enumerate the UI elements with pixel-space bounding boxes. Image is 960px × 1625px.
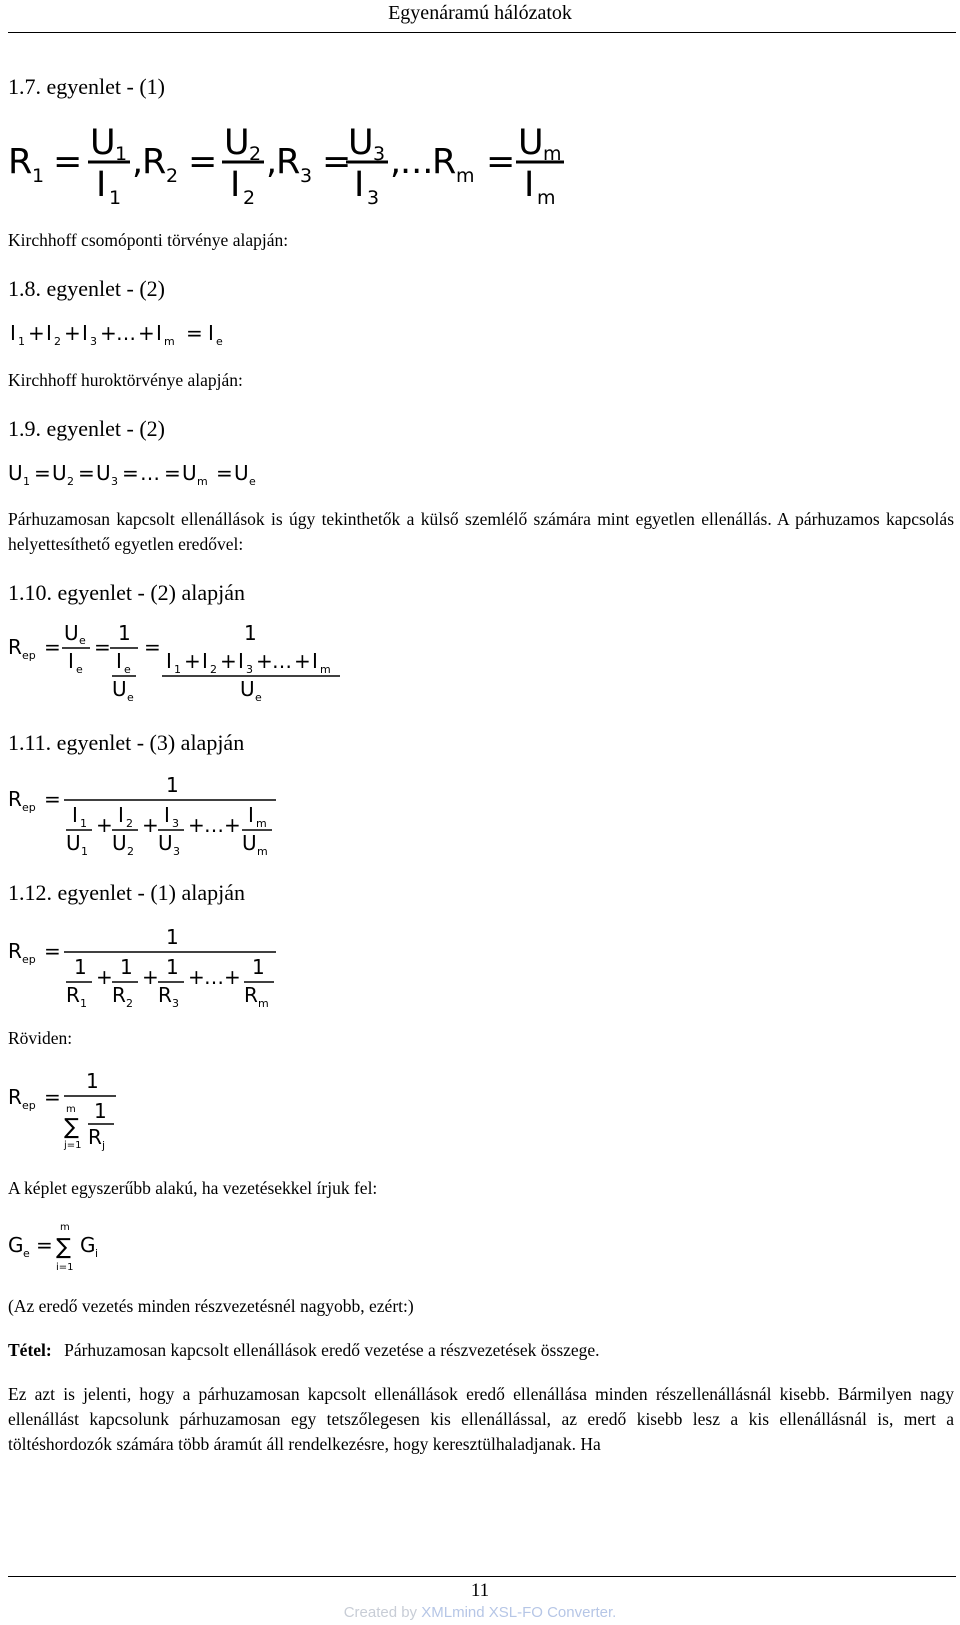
svg-text:,: , [132, 142, 144, 182]
svg-text:R: R [8, 142, 33, 182]
svg-text:R: R [66, 983, 80, 1007]
svg-text:+: + [188, 965, 205, 989]
formula-1-10 [8, 618, 358, 708]
svg-text:I: I [10, 321, 16, 345]
svg-text:…: … [204, 965, 224, 989]
svg-text:1: 1 [118, 621, 131, 645]
svg-text:U: U [64, 621, 79, 645]
svg-text:I: I [230, 165, 241, 205]
svg-text:ep: ep [22, 801, 36, 814]
svg-text:i: i [95, 1247, 99, 1260]
svg-text:ep: ep [22, 953, 36, 966]
header-rule [8, 32, 956, 33]
svg-text:1: 1 [166, 925, 179, 949]
svg-text:1: 1 [80, 997, 87, 1010]
svg-text:U: U [66, 831, 81, 855]
svg-text:1: 1 [252, 955, 265, 979]
equation-heading-1-11: 1.11. egyenlet - (3) alapján [8, 730, 245, 755]
svg-text:+: + [142, 965, 159, 989]
svg-text:e: e [79, 634, 86, 647]
svg-text:2: 2 [126, 997, 133, 1010]
svg-text:I: I [524, 165, 535, 205]
svg-text:3: 3 [173, 845, 180, 858]
svg-text:1: 1 [32, 165, 45, 187]
svg-text:U: U [52, 461, 67, 485]
formula-1-7 [8, 118, 568, 208]
svg-text:e: e [76, 663, 83, 676]
svg-text:=: = [186, 321, 203, 345]
svg-text:I: I [238, 649, 244, 673]
svg-text:R: R [158, 983, 172, 1007]
svg-text:R: R [276, 142, 301, 182]
svg-text:2: 2 [67, 475, 74, 488]
svg-text:+: + [188, 813, 205, 837]
formula-1-8 [8, 316, 238, 350]
svg-text:I: I [248, 803, 254, 827]
svg-text:m: m [257, 845, 268, 858]
svg-text:U: U [240, 677, 255, 701]
theorem [8, 1340, 600, 1361]
svg-text:3: 3 [172, 817, 179, 830]
svg-text:m: m [456, 165, 475, 187]
svg-text:=: = [36, 1233, 53, 1257]
svg-text:U: U [348, 123, 374, 163]
svg-text:=: = [188, 142, 218, 182]
svg-text:=: = [94, 635, 111, 659]
conductance-intro-text: A képlet egyszerűbb alakú, ha vezetésekkel írjuk fel: [8, 1178, 378, 1198]
svg-text:m: m [258, 997, 269, 1010]
svg-text:ep: ep [22, 1099, 36, 1112]
svg-text:1: 1 [86, 1069, 99, 1093]
svg-text:2: 2 [210, 663, 217, 676]
svg-text:+: + [224, 813, 241, 837]
svg-text:1: 1 [81, 845, 88, 858]
svg-text:I: I [164, 803, 170, 827]
svg-text:=: = [44, 939, 61, 963]
svg-text:G: G [80, 1233, 96, 1257]
svg-text:R: R [244, 983, 258, 1007]
svg-text:1: 1 [166, 773, 179, 797]
svg-text:+: + [184, 649, 201, 673]
theorem-text: Párhuzamosan kapcsolt ellenállások eredő vezetése a részvezetések összege. [64, 1340, 600, 1360]
svg-text:+: + [256, 649, 273, 673]
page-number: 11 [470, 1580, 490, 1601]
svg-text:3: 3 [111, 475, 118, 488]
svg-text:G: G [8, 1233, 24, 1257]
svg-text:=: = [44, 1085, 61, 1109]
svg-text:m: m [66, 1104, 76, 1115]
svg-text:∑: ∑ [56, 1235, 71, 1260]
svg-text:∑: ∑ [64, 1115, 79, 1140]
svg-text:m: m [164, 335, 175, 348]
footer-rule [8, 1576, 956, 1577]
svg-text:e: e [124, 663, 131, 676]
equation-heading-1-12: 1.12. egyenlet - (1) alapján [8, 880, 246, 905]
svg-text:U: U [234, 461, 249, 485]
svg-text:2: 2 [249, 143, 262, 165]
running-header: Egyenáramú hálózatok [388, 2, 572, 24]
svg-text:+: + [224, 965, 241, 989]
svg-text:2: 2 [127, 845, 134, 858]
svg-text:U: U [96, 461, 111, 485]
svg-text:1: 1 [18, 335, 25, 348]
kirchhoff-node-text: Kirchhoff csomóponti törvénye alapján: [8, 230, 289, 250]
svg-text:1: 1 [80, 817, 87, 830]
svg-text:+: + [96, 813, 113, 837]
svg-text:1: 1 [120, 955, 133, 979]
svg-text:I: I [82, 321, 88, 345]
formula-1-11 [8, 770, 288, 860]
svg-text:R: R [8, 787, 22, 811]
svg-text:e: e [127, 691, 134, 704]
svg-text:1: 1 [166, 955, 179, 979]
svg-text:I: I [116, 649, 122, 673]
svg-text:1: 1 [115, 143, 128, 165]
equation-heading-1-7: 1.7. egyenlet - (1) [8, 74, 165, 99]
svg-text:m: m [256, 817, 267, 830]
svg-text:I: I [156, 321, 162, 345]
svg-text:+: + [96, 965, 113, 989]
svg-text:=: = [486, 142, 516, 182]
svg-text:R: R [88, 1125, 102, 1149]
svg-text:m: m [197, 475, 208, 488]
svg-text:2: 2 [243, 187, 256, 209]
svg-text:…: … [272, 649, 292, 673]
svg-text:U: U [242, 831, 257, 855]
kirchhoff-loop-text: Kirchhoff huroktörvénye alapján: [8, 370, 243, 390]
svg-text:...: ... [400, 142, 434, 182]
parallel-intro-text: Párhuzamosan kapcsolt ellenállások is úgy tekinthetők a külső szemlélő számára mint egyetlen ellenállás. A párhuzamos kapcsolás helyettesíthető egyetlen eredővel: [8, 509, 954, 554]
svg-text:j=1: j=1 [64, 1140, 82, 1151]
equation-heading-1-8: 1.8. egyenlet - (2) [8, 276, 165, 301]
svg-text:I: I [68, 649, 74, 673]
svg-text:I: I [166, 649, 172, 673]
svg-text:I: I [354, 165, 365, 205]
svg-text:…: … [116, 321, 136, 345]
svg-text:,: , [266, 142, 278, 182]
svg-text:=: = [322, 142, 352, 182]
svg-text:=: = [53, 142, 83, 182]
svg-text:=: = [34, 461, 51, 485]
svg-text:U: U [8, 461, 23, 485]
svg-text:+: + [64, 321, 81, 345]
svg-text:1: 1 [74, 955, 87, 979]
formula-sum-conductance [8, 1220, 118, 1276]
svg-text:1: 1 [94, 1099, 107, 1123]
briefly-text: Röviden: [8, 1028, 73, 1048]
svg-text:U: U [224, 123, 250, 163]
svg-text:+: + [28, 321, 45, 345]
svg-text:R: R [112, 983, 126, 1007]
svg-text:ep: ep [22, 649, 36, 662]
svg-text:3: 3 [90, 335, 97, 348]
svg-text:+: + [142, 813, 159, 837]
svg-text:2: 2 [126, 817, 133, 830]
svg-text:3: 3 [367, 187, 380, 209]
svg-text:e: e [23, 1247, 30, 1260]
svg-text:I: I [96, 165, 107, 205]
svg-text:=: = [164, 461, 181, 485]
svg-text:=: = [44, 635, 61, 659]
svg-text:R: R [8, 939, 22, 963]
svg-text:+: + [100, 321, 117, 345]
svg-text:1: 1 [174, 663, 181, 676]
formula-sum-resistance [8, 1068, 128, 1158]
formula-1-9 [8, 456, 268, 490]
svg-text:I: I [118, 803, 124, 827]
svg-text:=: = [44, 787, 61, 811]
svg-text:1: 1 [23, 475, 30, 488]
formula-1-12 [8, 922, 288, 1012]
svg-text:e: e [255, 691, 262, 704]
svg-text:3: 3 [373, 143, 386, 165]
svg-text:I: I [202, 649, 208, 673]
svg-text:m: m [60, 1222, 70, 1233]
svg-text:…: … [140, 461, 160, 485]
svg-text:R: R [8, 635, 22, 659]
closing-paragraph: Ez azt is jelenti, hogy a párhuzamosan kapcsolt ellenállások eredő ellenállása minden részellenállásnál kisebb. Bármilyen nagy ellenállást kapcsolunk párhuzamosan egy tetszőlegesen kis ellenállással, az eredő kisebb lesz a kis ellenállásnál is, mert a töltéshordozók számára több áramút áll rendelkezésre, hogy keresztülhaladjanak. Ha [8, 1384, 954, 1454]
svg-text:=: = [122, 461, 139, 485]
svg-text:I: I [208, 321, 214, 345]
equation-heading-1-10: 1.10. egyenlet - (2) alapján [8, 580, 246, 605]
svg-text:2: 2 [166, 165, 179, 187]
svg-text:U: U [518, 123, 544, 163]
svg-text:R: R [432, 142, 457, 182]
svg-text:…: … [204, 813, 224, 837]
svg-text:j: j [102, 1139, 106, 1152]
converter-watermark [0, 1604, 960, 1621]
svg-text:1: 1 [244, 621, 257, 645]
conductance-note-text: (Az eredő vezetés minden részvezetésnél nagyobb, ezért:) [8, 1296, 414, 1316]
svg-text:1: 1 [109, 187, 122, 209]
svg-text:3: 3 [300, 165, 313, 187]
svg-text:+: + [138, 321, 155, 345]
svg-text:=: = [144, 635, 161, 659]
svg-text:U: U [90, 123, 116, 163]
svg-text:I: I [46, 321, 52, 345]
svg-text:e: e [216, 335, 223, 348]
svg-text:I: I [312, 649, 318, 673]
watermark-tool-name: XMLmind XSL-FO Converter. [421, 1604, 617, 1621]
svg-text:+: + [294, 649, 311, 673]
svg-text:U: U [112, 677, 127, 701]
theorem-label: Tétel: [8, 1340, 52, 1360]
svg-text:+: + [220, 649, 237, 673]
svg-text:R: R [8, 1085, 22, 1109]
svg-text:3: 3 [172, 997, 179, 1010]
svg-text:,: , [390, 142, 402, 182]
svg-text:2: 2 [54, 335, 61, 348]
equation-heading-1-9: 1.9. egyenlet - (2) [8, 416, 165, 441]
svg-text:m: m [543, 143, 562, 165]
svg-text:3: 3 [246, 663, 253, 676]
svg-text:e: e [249, 475, 256, 488]
svg-text:U: U [112, 831, 127, 855]
svg-text:I: I [72, 803, 78, 827]
svg-text:R: R [142, 142, 167, 182]
svg-text:=: = [78, 461, 95, 485]
watermark-prefix: Created by [343, 1604, 422, 1621]
svg-text:U: U [182, 461, 197, 485]
svg-text:m: m [537, 187, 556, 209]
svg-text:m: m [320, 663, 331, 676]
svg-text:U: U [158, 831, 173, 855]
svg-text:i=1: i=1 [56, 1262, 74, 1273]
svg-text:=: = [216, 461, 233, 485]
